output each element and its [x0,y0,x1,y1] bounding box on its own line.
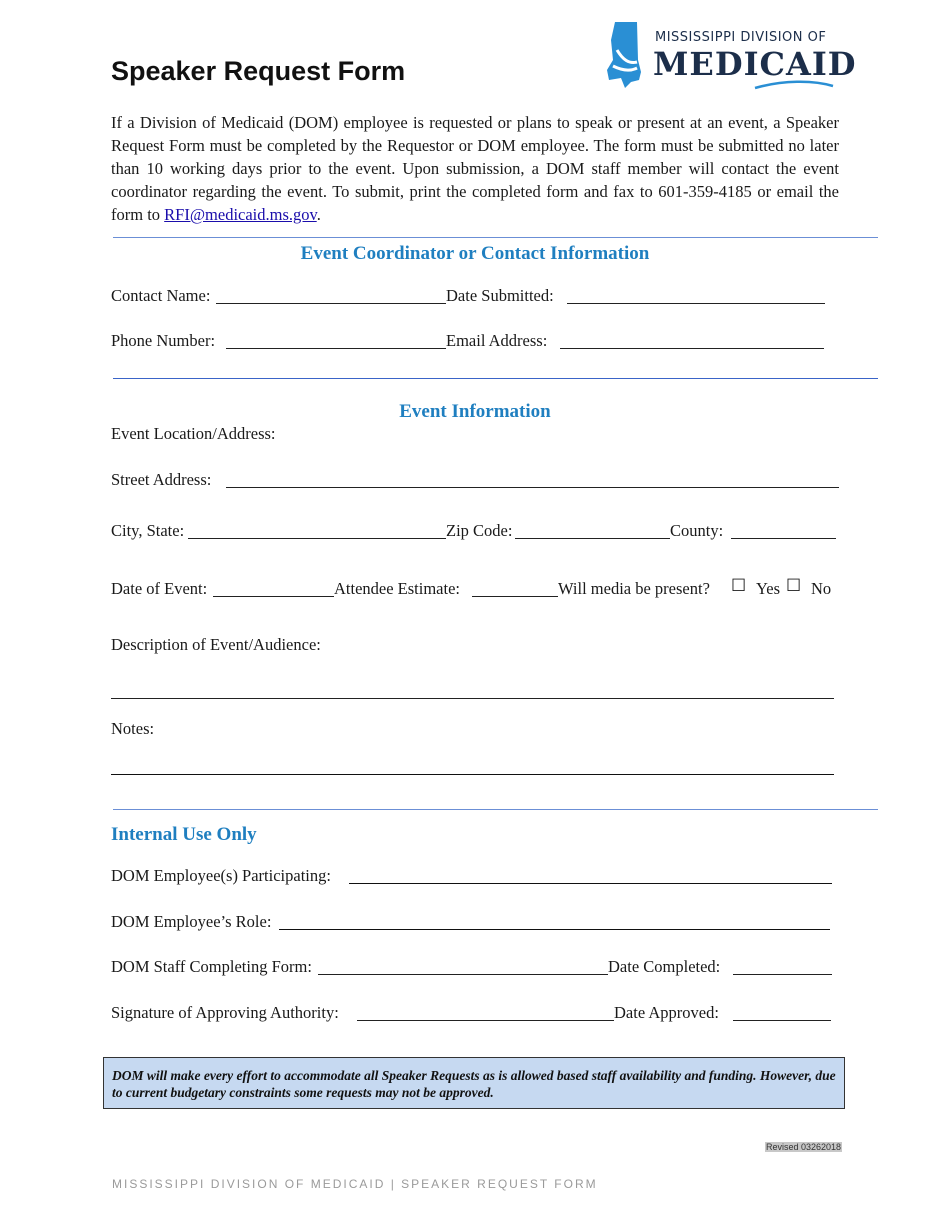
description-label: Description of Event/Audience: [111,635,321,654]
section-divider [113,378,878,379]
section-divider [113,809,878,810]
media-yes-checkbox[interactable]: ☐ [731,576,747,596]
date-completed-field[interactable] [733,974,832,975]
city-state-label: City, State: [111,521,185,540]
date-of-event-field[interactable] [213,596,334,597]
logo-subtitle: MISSISSIPPI DIVISION OF [655,30,827,45]
city-state-field[interactable] [188,538,446,539]
attendee-estimate-field[interactable] [472,596,558,597]
zip-code-label: Zip Code: [446,521,513,540]
budget-notice: DOM will make every effort to accommodate all Speaker Requests as is allowed based staff availability and funding. However, due to current budgetary constraints some requests may not be approved. [103,1057,845,1109]
email-address-label: Email Address: [446,331,548,350]
county-label: County: [670,521,724,540]
date-of-event-label: Date of Event: [111,579,208,598]
street-address-field[interactable] [226,487,839,488]
intro-text: If a Division of Medicaid (DOM) employee is requested or plans to speak or present at an event, a Speaker Request Form must be completed by the Requestor or DOM employee. The form must be submitted no later than 10 working days prior to the event. Upon submission, a DOM staff member will contact the event coordinator regarding the event. To submit, print the completed form and fax to 601-359-4185 or email the form to [111,113,839,224]
media-no-checkbox[interactable]: ☐ [786,576,802,596]
phone-number-field[interactable] [226,348,446,349]
intro-paragraph [111,111,839,226]
contact-name-field[interactable] [216,303,446,304]
media-question-label: Will media be present? [558,579,710,598]
state-silhouette-icon [603,20,649,92]
logo-wordmark: MEDICAID [653,45,857,83]
email-link[interactable]: RFI@medicaid.ms.gov [164,205,317,224]
description-field[interactable] [111,698,834,699]
section-heading-event: Event Information [399,401,551,422]
phone-number-label: Phone Number: [111,331,216,350]
notes-field[interactable] [111,774,834,775]
section-divider [113,237,878,238]
staff-completing-label: DOM Staff Completing Form: [111,957,312,976]
attendee-estimate-label: Attendee Estimate: [334,579,460,598]
contact-name-label: Contact Name: [111,286,211,305]
date-approved-label: Date Approved: [614,1003,719,1022]
notes-label: Notes: [111,719,155,738]
revision-stamp: Revised 03262018 [766,1142,842,1152]
signature-field[interactable] [357,1020,614,1021]
date-approved-field[interactable] [733,1020,831,1021]
date-submitted-field[interactable] [567,303,825,304]
logo-swoosh-icon [753,80,835,90]
county-field[interactable] [731,538,836,539]
page-footer: MISSISSIPPI DIVISION OF MEDICAID | SPEAKER REQUEST FORM [112,1177,598,1191]
date-submitted-label: Date Submitted: [446,286,554,305]
event-location-label: Event Location/Address: [111,424,276,443]
staff-completing-field[interactable] [318,974,608,975]
date-completed-label: Date Completed: [608,957,721,976]
employee-role-field[interactable] [279,929,830,930]
media-no-label: No [811,579,832,598]
signature-label: Signature of Approving Authority: [111,1003,339,1022]
medicaid-logo [603,20,857,92]
section-heading-internal: Internal Use Only [111,824,257,845]
email-address-field[interactable] [560,348,824,349]
employees-participating-label: DOM Employee(s) Participating: [111,866,331,885]
media-yes-label: Yes [756,579,781,598]
section-heading-contact: Event Coordinator or Contact Information [300,243,650,264]
zip-code-field[interactable] [515,538,670,539]
intro-end: . [316,205,321,224]
street-address-label: Street Address: [111,470,212,489]
employees-participating-field[interactable] [349,883,832,884]
page-title: Speaker Request Form [111,56,406,86]
employee-role-label: DOM Employee’s Role: [111,912,272,931]
